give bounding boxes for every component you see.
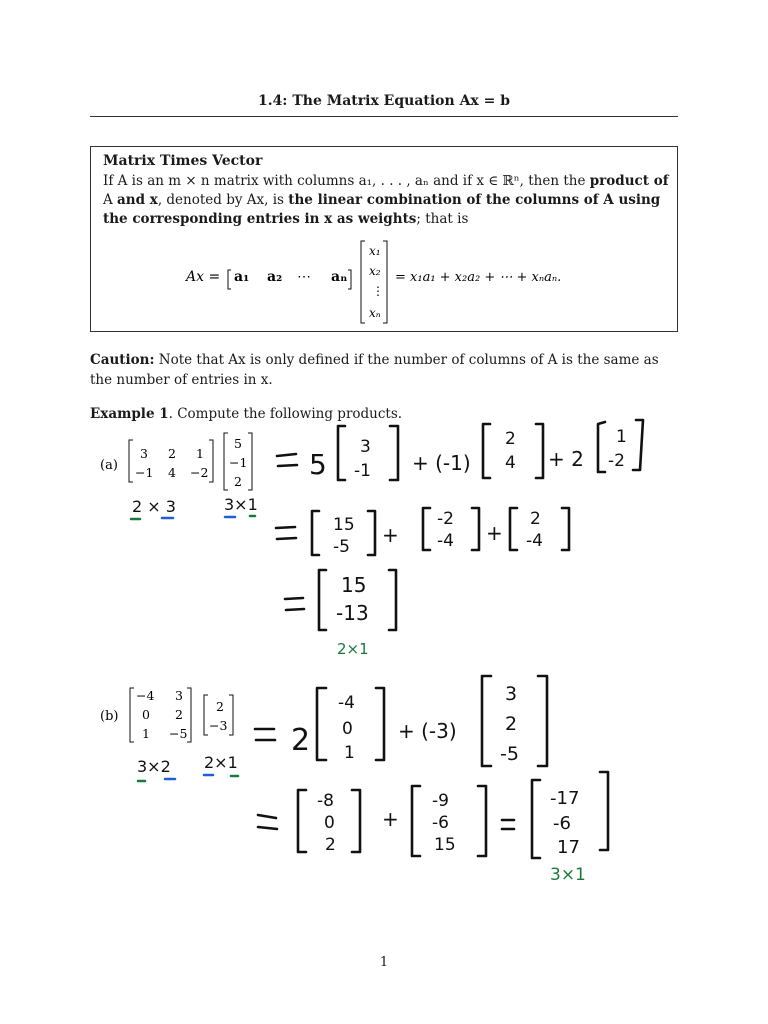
eq-col-4: aₙ: [331, 269, 348, 285]
part-b-result-3: 17: [557, 837, 580, 858]
part-b-coef-2: + (-3): [398, 719, 457, 743]
part-b-v1: 2: [216, 699, 224, 714]
part-b-s2v1-3: 2: [325, 835, 336, 855]
eq-vec-3: ⋮: [372, 284, 384, 298]
part-b-result-1: -17: [550, 788, 580, 809]
part-a-dim-vector: 3×1: [224, 495, 258, 514]
part-a-m12: 2: [168, 446, 176, 461]
part-a-result-2: -13: [336, 601, 369, 625]
definition-text-4: ; that is: [416, 211, 469, 227]
part-a-s1v3-1: 1: [616, 427, 627, 447]
part-b-s2v2-2: -6: [432, 813, 449, 833]
eq-lhs: Ax =: [186, 269, 221, 285]
part-a-plus-1: +: [382, 523, 399, 547]
part-b-s1v1-1: -4: [338, 693, 355, 713]
part-a-s2v2-2: -4: [437, 531, 454, 551]
part-a-s2v1-1: 15: [333, 515, 355, 535]
part-a-s1v3-2: -2: [608, 451, 625, 471]
part-a-v3: 2: [234, 474, 242, 489]
part-b-s1v1-2: 0: [342, 719, 353, 739]
part-b-s1v2-3: -5: [500, 743, 519, 765]
part-b-plus-1: +: [382, 807, 399, 831]
example-text: . Compute the following products.: [168, 406, 403, 422]
part-a-m23: −2: [190, 465, 209, 480]
definition-text-2: A: [103, 192, 113, 208]
part-a-s1v2-2: 4: [505, 453, 516, 473]
definition-bold-1: product of: [589, 173, 669, 189]
part-a-plus-2: +: [486, 521, 503, 545]
part-b-m31: 1: [142, 726, 150, 741]
part-a-coef-3: + 2: [548, 447, 584, 471]
part-b-m22: 2: [175, 707, 183, 722]
part-a-m11: 3: [140, 446, 148, 461]
page-number: 1: [379, 955, 389, 970]
definition-text-full: If A is an m × n matrix with columns a₁, . . . , aₙ and if x ∈ ℝⁿ, then the: [103, 173, 586, 189]
part-a-coef-2: + (-1): [412, 451, 471, 475]
part-b-m32: −5: [169, 726, 188, 741]
part-b-coef-1: 2: [291, 723, 311, 758]
part-a-m22: 4: [168, 465, 176, 480]
part-a-dim-matrix: 2 × 3: [132, 497, 176, 516]
part-b-m21: 0: [142, 707, 150, 722]
page-title: 1.4: The Matrix Equation Ax = b: [257, 93, 511, 109]
part-a-s2v3-1: 2: [530, 509, 541, 529]
part-a-s2v2-1: -2: [437, 509, 454, 529]
eq-vec-4: xₙ: [369, 306, 381, 320]
part-a-v1: 5: [234, 436, 242, 451]
part-b-dim-vector: 2×1: [204, 753, 238, 772]
part-a-s2v1-2: -5: [333, 537, 350, 557]
part-b-s2v1-1: -8: [317, 791, 334, 811]
eq-vec-2: x₂: [369, 264, 381, 278]
part-b-s1v1-3: 1: [344, 743, 355, 763]
part-a-label: (a): [100, 458, 118, 473]
part-b-v2: −3: [209, 718, 228, 733]
part-a-s2v3-2: -4: [526, 531, 543, 551]
part-a-result-1: 15: [341, 573, 367, 597]
caution-text: Note that Ax is only defined if the number of columns of A is the same as the number of entries in x.: [90, 352, 659, 388]
part-b-m12: 3: [175, 688, 183, 703]
part-a-s1v1-2: -1: [354, 461, 371, 481]
definition-title: Matrix Times Vector: [103, 153, 263, 169]
part-b-result-2: -6: [553, 813, 571, 834]
caution-label: Caution:: [90, 352, 155, 368]
part-b-s2v2-1: -9: [432, 791, 449, 811]
part-a-coef-1: 5: [309, 448, 327, 481]
part-a-s1v1-1: 3: [360, 437, 371, 457]
part-a-result-dim: 2×1: [337, 640, 369, 658]
example-label: Example 1: [90, 406, 169, 422]
part-b-m11: −4: [136, 688, 155, 703]
part-b-result-dim: 3×1: [550, 865, 586, 885]
eq-col-1: a₁: [234, 269, 250, 285]
definition-text-3: , denoted by Ax, is: [157, 192, 284, 208]
eq-col-2: a₂: [267, 269, 283, 285]
part-b-s2v2-3: 15: [434, 835, 456, 855]
part-b-s2v1-2: 0: [324, 813, 335, 833]
part-b-dim-matrix: 3×2: [137, 757, 171, 776]
definition-bold-2: and x: [117, 192, 158, 208]
eq-vec-1: x₁: [369, 244, 381, 258]
part-a-s1v2-1: 2: [505, 429, 516, 449]
eq-rhs: = x₁a₁ + x₂a₂ + ⋯ + xₙaₙ.: [395, 270, 562, 285]
eq-col-3: ⋯: [297, 269, 311, 285]
part-a-m13: 1: [196, 446, 204, 461]
part-b-s1v2-2: 2: [505, 713, 518, 735]
part-a-m21: −1: [135, 465, 154, 480]
definition-bold-3: the linear combination of the columns of A using the corresponding entries in x as weights: [103, 192, 661, 227]
part-a-v2: −1: [229, 455, 248, 470]
part-b-s1v2-1: 3: [505, 683, 518, 705]
part-b-label: (b): [100, 709, 119, 724]
